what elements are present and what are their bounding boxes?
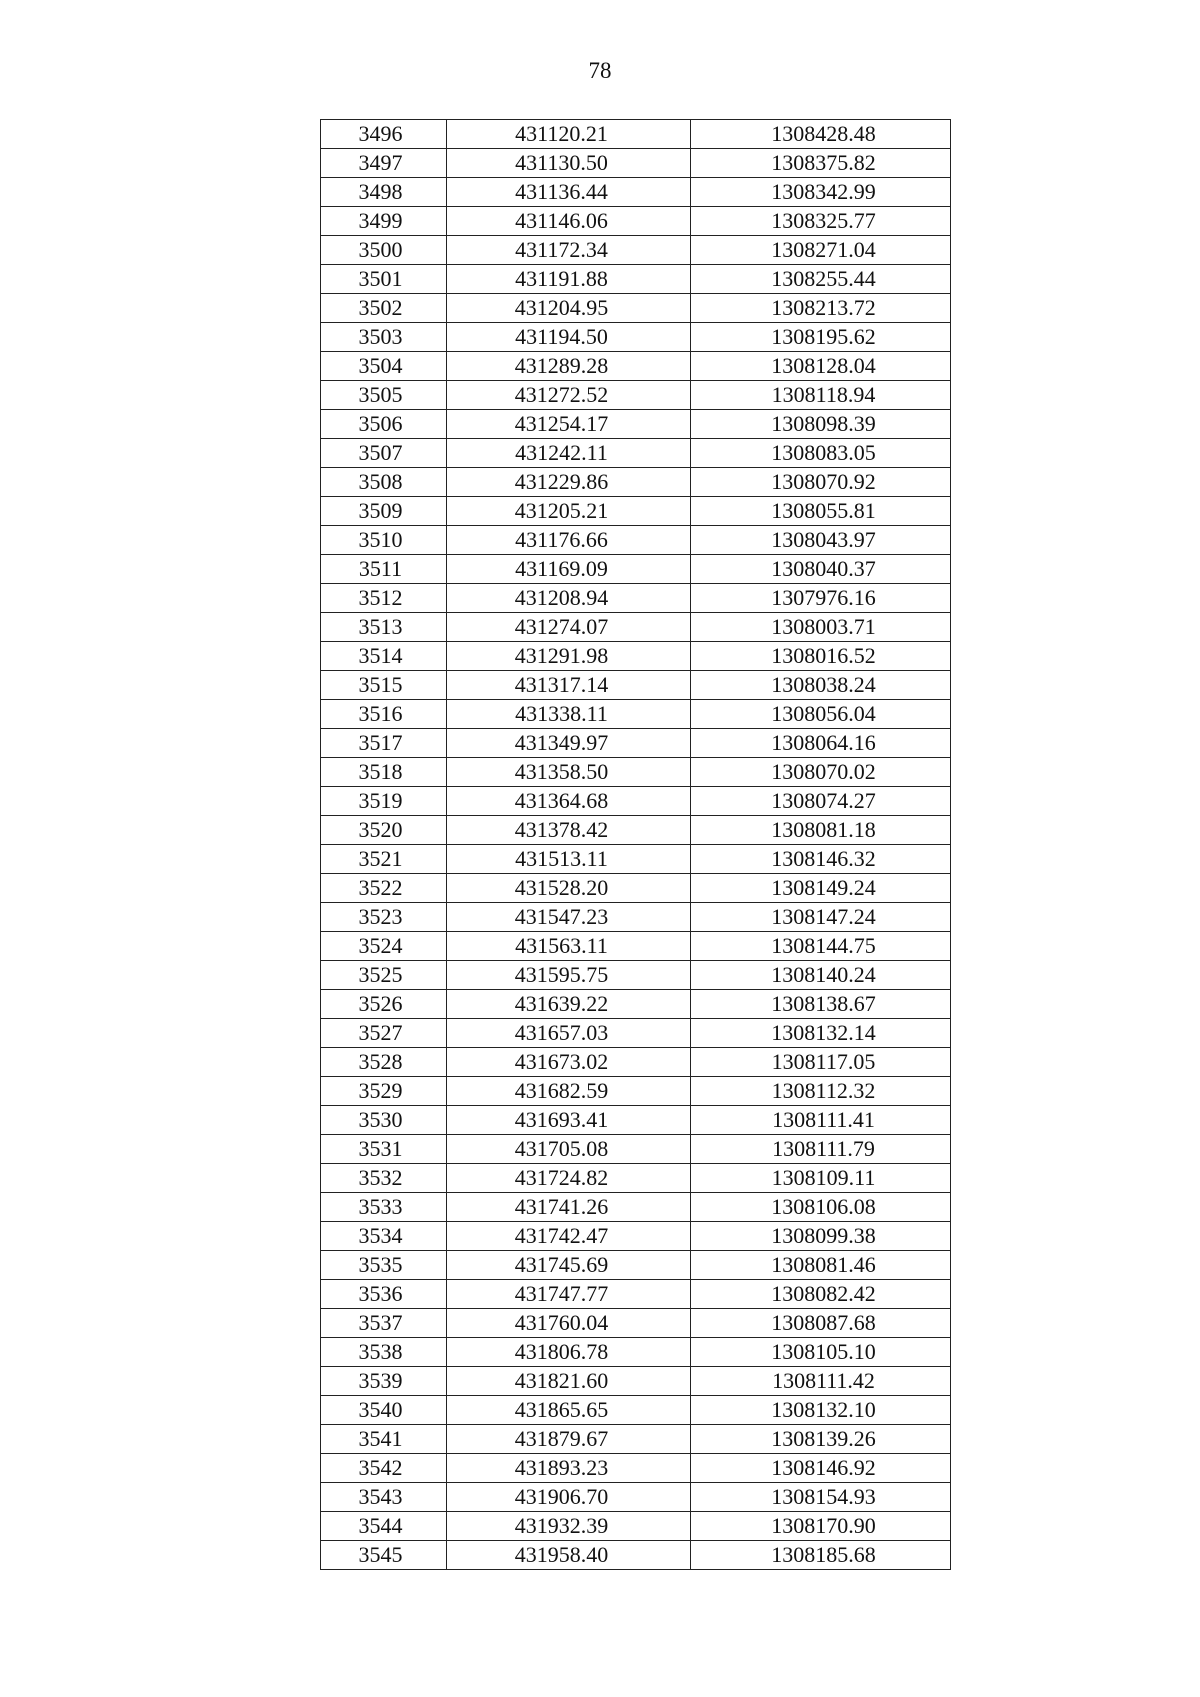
y-coordinate-cell: 1308271.04 <box>691 236 951 265</box>
table-row <box>321 700 951 729</box>
table-row <box>321 468 951 497</box>
point-number-cell: 3505 <box>321 381 447 410</box>
y-coordinate-cell: 1308098.39 <box>691 410 951 439</box>
table-row <box>321 729 951 758</box>
x-coordinate-cell: 431657.03 <box>447 1019 691 1048</box>
table-row <box>321 555 951 584</box>
x-coordinate-cell: 431745.69 <box>447 1251 691 1280</box>
point-number-cell: 3506 <box>321 410 447 439</box>
point-number-cell: 3524 <box>321 932 447 961</box>
table-row <box>321 845 951 874</box>
point-number-cell: 3507 <box>321 439 447 468</box>
y-coordinate-cell: 1308140.24 <box>691 961 951 990</box>
table-row <box>321 1048 951 1077</box>
table-row <box>321 903 951 932</box>
table-row <box>321 1396 951 1425</box>
table-row <box>321 816 951 845</box>
table-row <box>321 1309 951 1338</box>
x-coordinate-cell: 431194.50 <box>447 323 691 352</box>
x-coordinate-cell: 431639.22 <box>447 990 691 1019</box>
table-row <box>321 1367 951 1396</box>
point-number-cell: 3533 <box>321 1193 447 1222</box>
table-row <box>321 381 951 410</box>
x-coordinate-cell: 431317.14 <box>447 671 691 700</box>
table-row <box>321 1454 951 1483</box>
x-coordinate-cell: 431204.95 <box>447 294 691 323</box>
point-number-cell: 3518 <box>321 758 447 787</box>
x-coordinate-cell: 431958.40 <box>447 1541 691 1570</box>
x-coordinate-cell: 431254.17 <box>447 410 691 439</box>
x-coordinate-cell: 431358.50 <box>447 758 691 787</box>
table-row <box>321 439 951 468</box>
coordinates-table <box>320 119 951 1570</box>
x-coordinate-cell: 431893.23 <box>447 1454 691 1483</box>
y-coordinate-cell: 1308070.02 <box>691 758 951 787</box>
table-row <box>321 1512 951 1541</box>
table-row <box>321 1135 951 1164</box>
table-row <box>321 497 951 526</box>
y-coordinate-cell: 1308082.42 <box>691 1280 951 1309</box>
point-number-cell: 3504 <box>321 352 447 381</box>
point-number-cell: 3499 <box>321 207 447 236</box>
x-coordinate-cell: 431906.70 <box>447 1483 691 1512</box>
point-number-cell: 3503 <box>321 323 447 352</box>
point-number-cell: 3545 <box>321 1541 447 1570</box>
table-row <box>321 410 951 439</box>
point-number-cell: 3532 <box>321 1164 447 1193</box>
y-coordinate-cell: 1308111.41 <box>691 1106 951 1135</box>
table-row <box>321 265 951 294</box>
x-coordinate-cell: 431338.11 <box>447 700 691 729</box>
x-coordinate-cell: 431274.07 <box>447 613 691 642</box>
y-coordinate-cell: 1308112.32 <box>691 1077 951 1106</box>
table-row <box>321 149 951 178</box>
point-number-cell: 3520 <box>321 816 447 845</box>
x-coordinate-cell: 431821.60 <box>447 1367 691 1396</box>
point-number-cell: 3543 <box>321 1483 447 1512</box>
point-number-cell: 3511 <box>321 555 447 584</box>
x-coordinate-cell: 431742.47 <box>447 1222 691 1251</box>
y-coordinate-cell: 1308081.46 <box>691 1251 951 1280</box>
y-coordinate-cell: 1308003.71 <box>691 613 951 642</box>
point-number-cell: 3531 <box>321 1135 447 1164</box>
point-number-cell: 3500 <box>321 236 447 265</box>
table-row <box>321 323 951 352</box>
point-number-cell: 3502 <box>321 294 447 323</box>
y-coordinate-cell: 1308111.79 <box>691 1135 951 1164</box>
table-row <box>321 642 951 671</box>
x-coordinate-cell: 431513.11 <box>447 845 691 874</box>
y-coordinate-cell: 1308170.90 <box>691 1512 951 1541</box>
x-coordinate-cell: 431242.11 <box>447 439 691 468</box>
x-coordinate-cell: 431291.98 <box>447 642 691 671</box>
table-row <box>321 294 951 323</box>
x-coordinate-cell: 431172.34 <box>447 236 691 265</box>
y-coordinate-cell: 1307976.16 <box>691 584 951 613</box>
y-coordinate-cell: 1308087.68 <box>691 1309 951 1338</box>
y-coordinate-cell: 1308074.27 <box>691 787 951 816</box>
y-coordinate-cell: 1308154.93 <box>691 1483 951 1512</box>
point-number-cell: 3510 <box>321 526 447 555</box>
point-number-cell: 3519 <box>321 787 447 816</box>
x-coordinate-cell: 431724.82 <box>447 1164 691 1193</box>
table-row <box>321 787 951 816</box>
x-coordinate-cell: 431547.23 <box>447 903 691 932</box>
y-coordinate-cell: 1308375.82 <box>691 149 951 178</box>
x-coordinate-cell: 431289.28 <box>447 352 691 381</box>
table-row <box>321 758 951 787</box>
point-number-cell: 3535 <box>321 1251 447 1280</box>
y-coordinate-cell: 1308083.05 <box>691 439 951 468</box>
point-number-cell: 3530 <box>321 1106 447 1135</box>
page-number: 78 <box>588 58 612 83</box>
table-row <box>321 1164 951 1193</box>
y-coordinate-cell: 1308056.04 <box>691 700 951 729</box>
point-number-cell: 3509 <box>321 497 447 526</box>
table-row <box>321 1106 951 1135</box>
point-number-cell: 3513 <box>321 613 447 642</box>
y-coordinate-cell: 1308146.92 <box>691 1454 951 1483</box>
table-row <box>321 1193 951 1222</box>
x-coordinate-cell: 431176.66 <box>447 526 691 555</box>
point-number-cell: 3498 <box>321 178 447 207</box>
y-coordinate-cell: 1308139.26 <box>691 1425 951 1454</box>
table-row <box>321 207 951 236</box>
y-coordinate-cell: 1308213.72 <box>691 294 951 323</box>
y-coordinate-cell: 1308132.14 <box>691 1019 951 1048</box>
table-row <box>321 1483 951 1512</box>
x-coordinate-cell: 431705.08 <box>447 1135 691 1164</box>
y-coordinate-cell: 1308149.24 <box>691 874 951 903</box>
y-coordinate-cell: 1308081.18 <box>691 816 951 845</box>
x-coordinate-cell: 431205.21 <box>447 497 691 526</box>
table-row <box>321 874 951 903</box>
y-coordinate-cell: 1308138.67 <box>691 990 951 1019</box>
point-number-cell: 3525 <box>321 961 447 990</box>
point-number-cell: 3529 <box>321 1077 447 1106</box>
coordinates-table-body <box>321 120 951 1570</box>
y-coordinate-cell: 1308099.38 <box>691 1222 951 1251</box>
x-coordinate-cell: 431208.94 <box>447 584 691 613</box>
point-number-cell: 3536 <box>321 1280 447 1309</box>
table-row <box>321 584 951 613</box>
x-coordinate-cell: 431865.65 <box>447 1396 691 1425</box>
x-coordinate-cell: 431272.52 <box>447 381 691 410</box>
point-number-cell: 3526 <box>321 990 447 1019</box>
x-coordinate-cell: 431563.11 <box>447 932 691 961</box>
x-coordinate-cell: 431136.44 <box>447 178 691 207</box>
y-coordinate-cell: 1308106.08 <box>691 1193 951 1222</box>
y-coordinate-cell: 1308070.92 <box>691 468 951 497</box>
y-coordinate-cell: 1308185.68 <box>691 1541 951 1570</box>
x-coordinate-cell: 431378.42 <box>447 816 691 845</box>
x-coordinate-cell: 431932.39 <box>447 1512 691 1541</box>
table-row <box>321 1222 951 1251</box>
y-coordinate-cell: 1308132.10 <box>691 1396 951 1425</box>
table-row <box>321 1541 951 1570</box>
table-row <box>321 671 951 700</box>
x-coordinate-cell: 431130.50 <box>447 149 691 178</box>
y-coordinate-cell: 1308255.44 <box>691 265 951 294</box>
x-coordinate-cell: 431169.09 <box>447 555 691 584</box>
point-number-cell: 3497 <box>321 149 447 178</box>
point-number-cell: 3522 <box>321 874 447 903</box>
table-row <box>321 1425 951 1454</box>
point-number-cell: 3515 <box>321 671 447 700</box>
point-number-cell: 3542 <box>321 1454 447 1483</box>
y-coordinate-cell: 1308342.99 <box>691 178 951 207</box>
point-number-cell: 3541 <box>321 1425 447 1454</box>
y-coordinate-cell: 1308105.10 <box>691 1338 951 1367</box>
table-row <box>321 236 951 265</box>
table-row <box>321 1338 951 1367</box>
y-coordinate-cell: 1308016.52 <box>691 642 951 671</box>
point-number-cell: 3539 <box>321 1367 447 1396</box>
x-coordinate-cell: 431364.68 <box>447 787 691 816</box>
x-coordinate-cell: 431747.77 <box>447 1280 691 1309</box>
y-coordinate-cell: 1308111.42 <box>691 1367 951 1396</box>
x-coordinate-cell: 431673.02 <box>447 1048 691 1077</box>
point-number-cell: 3527 <box>321 1019 447 1048</box>
point-number-cell: 3537 <box>321 1309 447 1338</box>
x-coordinate-cell: 431741.26 <box>447 1193 691 1222</box>
point-number-cell: 3496 <box>321 120 447 149</box>
x-coordinate-cell: 431146.06 <box>447 207 691 236</box>
point-number-cell: 3512 <box>321 584 447 613</box>
y-coordinate-cell: 1308117.05 <box>691 1048 951 1077</box>
table-row <box>321 1077 951 1106</box>
x-coordinate-cell: 431349.97 <box>447 729 691 758</box>
table-row <box>321 1280 951 1309</box>
y-coordinate-cell: 1308325.77 <box>691 207 951 236</box>
table-row <box>321 932 951 961</box>
table-row <box>321 1251 951 1280</box>
point-number-cell: 3534 <box>321 1222 447 1251</box>
point-number-cell: 3514 <box>321 642 447 671</box>
y-coordinate-cell: 1308144.75 <box>691 932 951 961</box>
point-number-cell: 3528 <box>321 1048 447 1077</box>
table-row <box>321 120 951 149</box>
x-coordinate-cell: 431120.21 <box>447 120 691 149</box>
point-number-cell: 3508 <box>321 468 447 497</box>
x-coordinate-cell: 431760.04 <box>447 1309 691 1338</box>
y-coordinate-cell: 1308043.97 <box>691 526 951 555</box>
y-coordinate-cell: 1308146.32 <box>691 845 951 874</box>
x-coordinate-cell: 431229.86 <box>447 468 691 497</box>
y-coordinate-cell: 1308195.62 <box>691 323 951 352</box>
table-row <box>321 526 951 555</box>
y-coordinate-cell: 1308428.48 <box>691 120 951 149</box>
x-coordinate-cell: 431191.88 <box>447 265 691 294</box>
x-coordinate-cell: 431806.78 <box>447 1338 691 1367</box>
point-number-cell: 3538 <box>321 1338 447 1367</box>
point-number-cell: 3517 <box>321 729 447 758</box>
y-coordinate-cell: 1308147.24 <box>691 903 951 932</box>
table-row <box>321 990 951 1019</box>
y-coordinate-cell: 1308055.81 <box>691 497 951 526</box>
point-number-cell: 3540 <box>321 1396 447 1425</box>
table-row <box>321 961 951 990</box>
y-coordinate-cell: 1308064.16 <box>691 729 951 758</box>
x-coordinate-cell: 431528.20 <box>447 874 691 903</box>
y-coordinate-cell: 1308038.24 <box>691 671 951 700</box>
point-number-cell: 3544 <box>321 1512 447 1541</box>
table-row <box>321 178 951 207</box>
point-number-cell: 3523 <box>321 903 447 932</box>
y-coordinate-cell: 1308109.11 <box>691 1164 951 1193</box>
y-coordinate-cell: 1308128.04 <box>691 352 951 381</box>
x-coordinate-cell: 431595.75 <box>447 961 691 990</box>
x-coordinate-cell: 431682.59 <box>447 1077 691 1106</box>
x-coordinate-cell: 431693.41 <box>447 1106 691 1135</box>
table-row <box>321 613 951 642</box>
y-coordinate-cell: 1308040.37 <box>691 555 951 584</box>
point-number-cell: 3516 <box>321 700 447 729</box>
point-number-cell: 3521 <box>321 845 447 874</box>
y-coordinate-cell: 1308118.94 <box>691 381 951 410</box>
table-row <box>321 1019 951 1048</box>
x-coordinate-cell: 431879.67 <box>447 1425 691 1454</box>
point-number-cell: 3501 <box>321 265 447 294</box>
table-row <box>321 352 951 381</box>
